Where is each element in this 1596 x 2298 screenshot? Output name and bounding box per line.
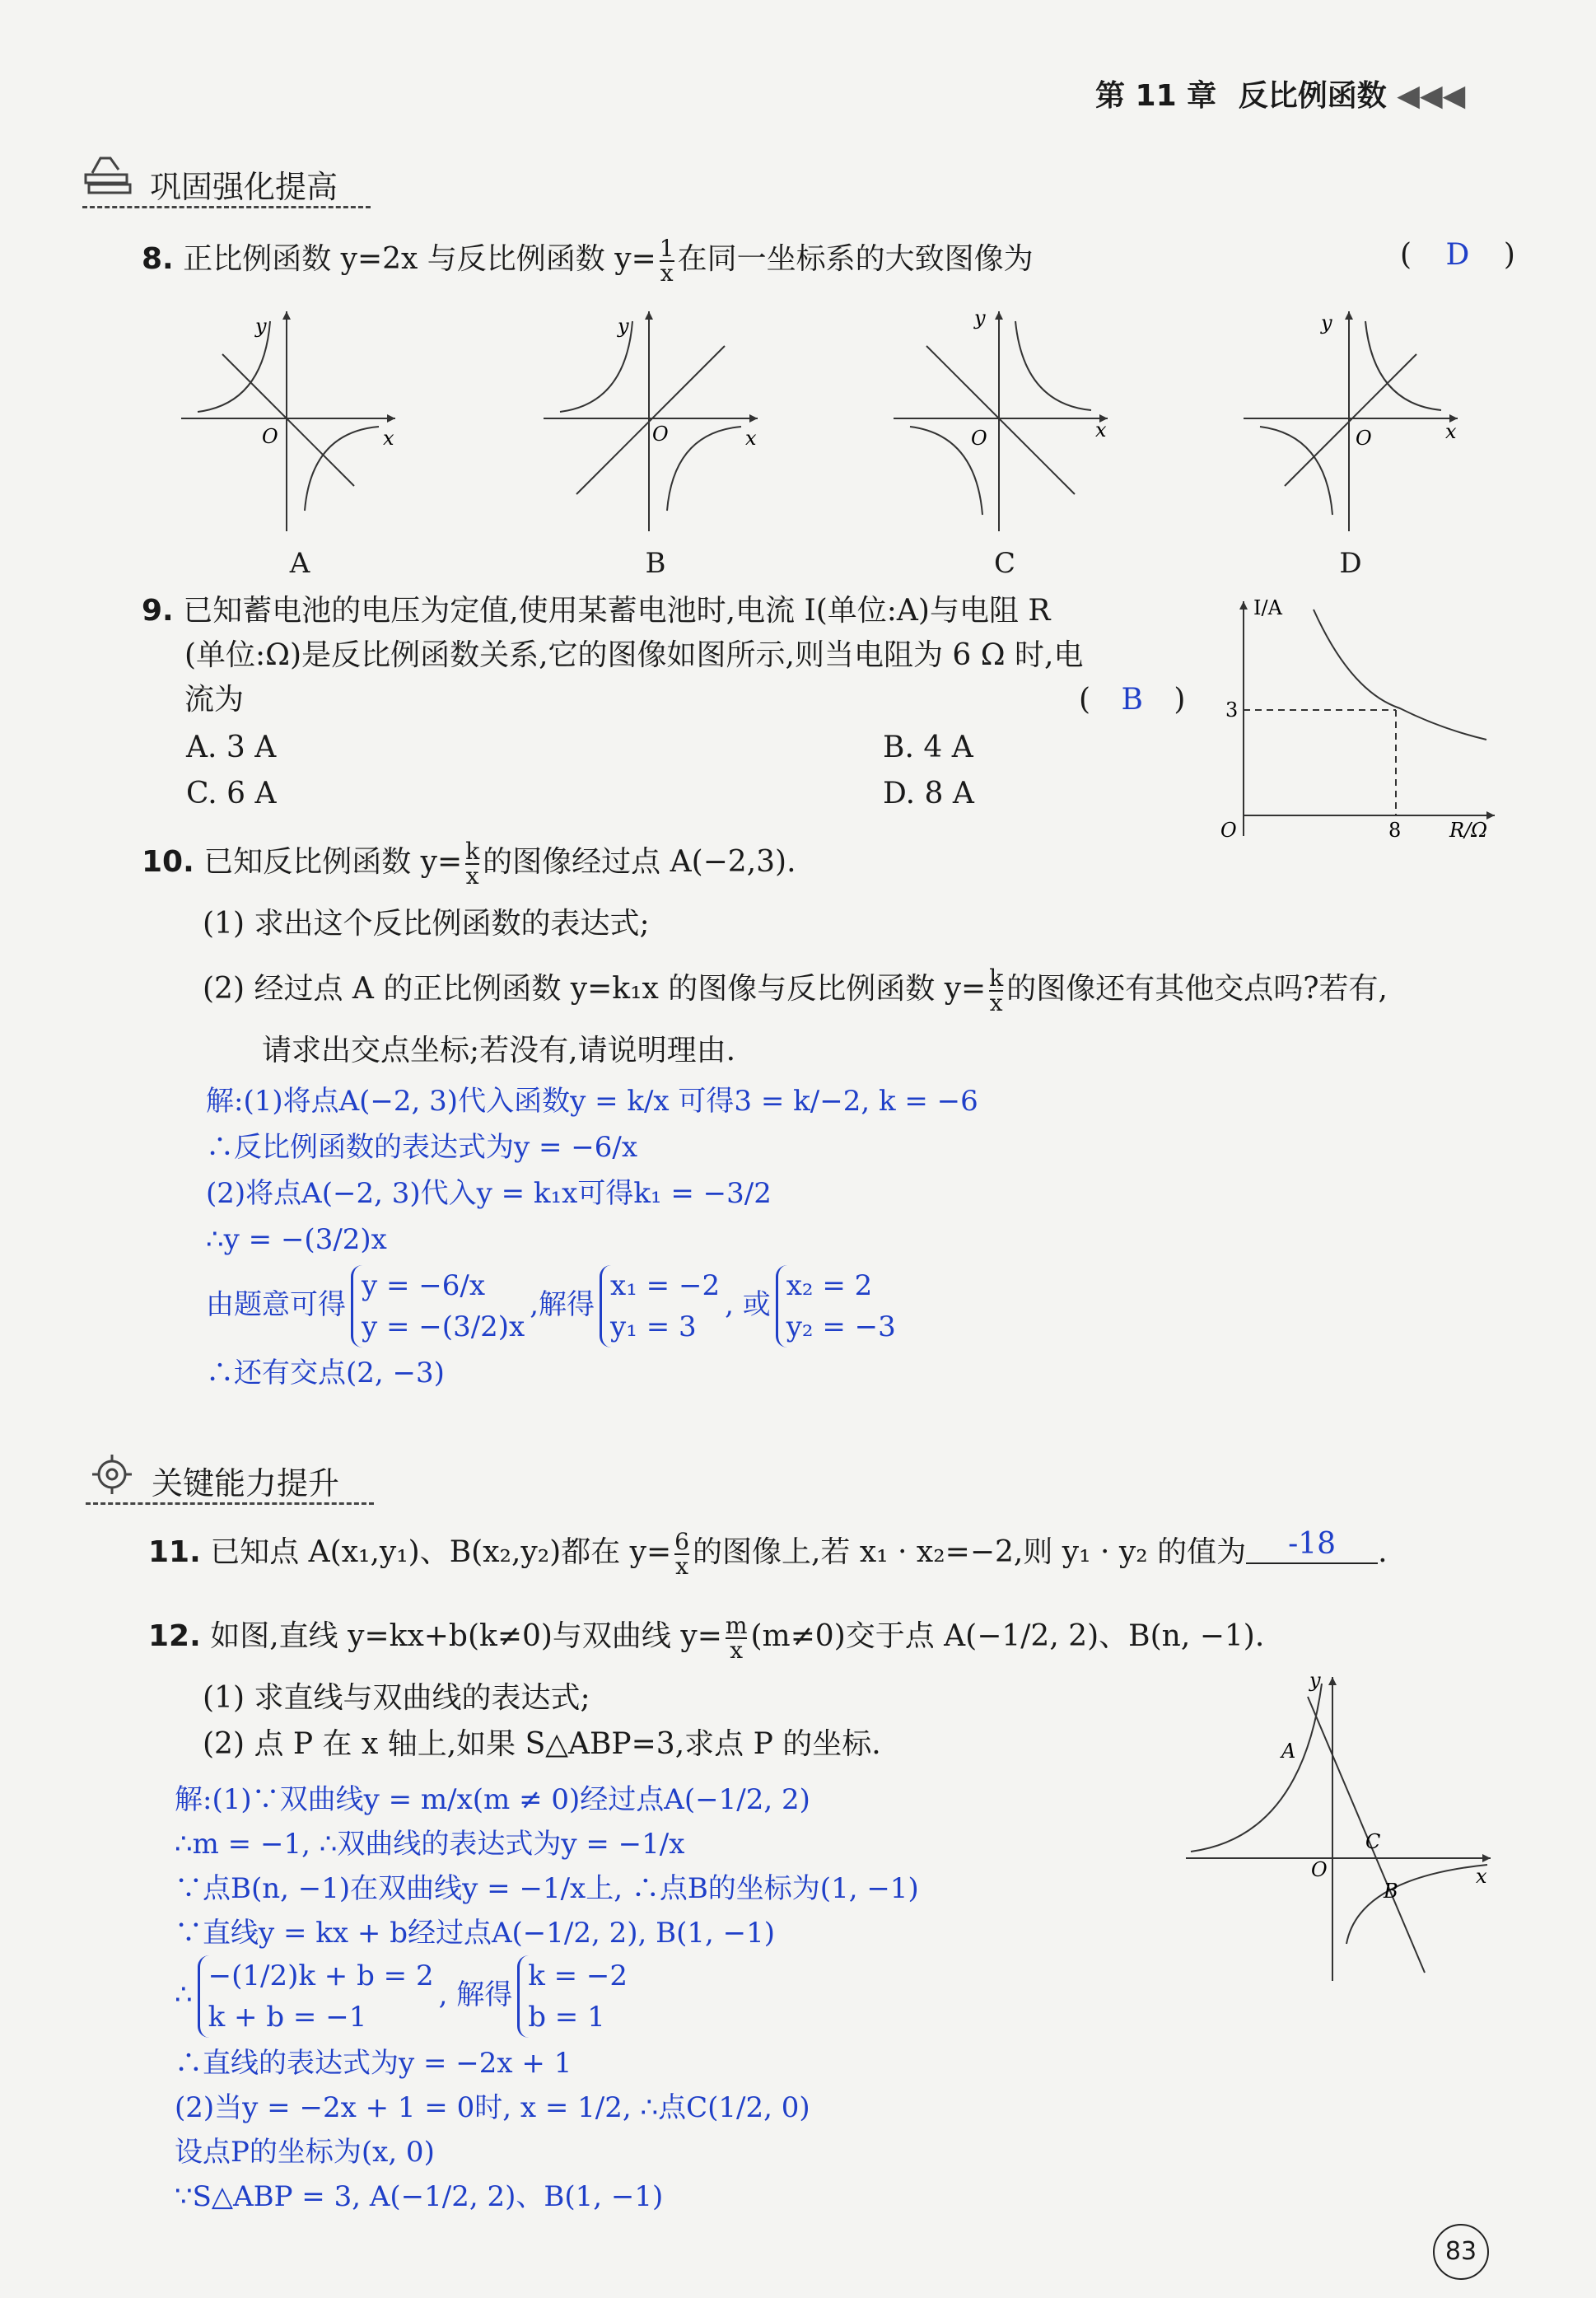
part2-text: (2) 经过点 A 的正比例函数 y=k₁x 的图像与反比例函数 y= — [203, 972, 987, 1006]
origin-label: O — [1356, 427, 1372, 450]
solution-12-line2: ∴m = −1, ∴双曲线的表达式为y = −1/x — [175, 1828, 685, 1861]
question-text: 正比例函数 y=2x 与反比例函数 y= — [183, 242, 656, 276]
axis-y-label: y — [1321, 311, 1332, 334]
q9-graph — [1202, 593, 1499, 840]
graph-y-label: y — [1309, 1672, 1321, 1692]
gear-person-icon — [84, 1450, 142, 1502]
question-10-part2 — [203, 967, 1388, 1015]
period: . — [1378, 1535, 1388, 1569]
equation: k = −2 — [528, 1959, 628, 1992]
solution-10-line1: 解:(1)将点A(−2, 3)代入函数y = k/x 可得3 = k/−2, k = −6 — [206, 1085, 978, 1118]
section-title-ability: 关键能力提升 — [152, 1465, 340, 1502]
origin-label: O — [262, 425, 278, 448]
solution-12-line1: 解:(1)∵双曲线y = m/x(m ≠ 0)经过点A(−1/2, 2) — [175, 1783, 810, 1816]
question-11 — [148, 1527, 1388, 1580]
origin-label: O — [971, 427, 987, 450]
equation: −(1/2)k + b = 2 — [208, 1959, 434, 1992]
question-10-part2-line2: 请求出交点坐标;若没有,请说明理由. — [262, 1034, 736, 1067]
numerator: 1 — [659, 235, 674, 262]
section-divider-2 — [86, 1502, 374, 1505]
section-icon-ability — [84, 1450, 142, 1506]
denominator: x — [465, 862, 479, 890]
option-9c: C. 6 A — [186, 777, 277, 810]
solution-system-2 — [776, 1265, 896, 1348]
equation-system — [351, 1265, 525, 1348]
q8-graph-a — [173, 305, 404, 535]
graph-origin: O — [1220, 819, 1237, 840]
point-a-label: A — [1281, 1740, 1296, 1763]
origin-label: O — [652, 423, 669, 446]
q8-graph-d — [1235, 305, 1466, 535]
axis-x-label: x — [745, 427, 757, 450]
question-9-line1 — [142, 593, 1051, 629]
equation: x₂ = 2 — [786, 1269, 873, 1302]
equation: b = 1 — [528, 2001, 605, 2034]
solution-system-1 — [600, 1265, 720, 1348]
system-therefore: ∴ — [175, 1978, 193, 2011]
numerator: k — [989, 965, 1004, 992]
option-label-d: D — [1339, 547, 1362, 580]
part2-text-tail: 的图像还有其他交点吗?若有, — [1006, 972, 1388, 1006]
axis-y-label: y — [255, 315, 267, 338]
question-9-line2: (单位:Ω)是反比例函数关系,它的图像如图所示,则当电阻为 6 Ω 时,电 — [184, 638, 1084, 672]
solution-system — [517, 1955, 628, 2038]
axis-y-label: y — [974, 306, 986, 329]
equation: y = −6/x — [362, 1269, 486, 1302]
option-9a: A. 3 A — [186, 731, 277, 764]
denominator: x — [726, 1637, 748, 1662]
graph-y-label: I/A — [1253, 596, 1282, 619]
equation: x₁ = −2 — [610, 1269, 721, 1302]
solution-12-line8: ∵S△ABP = 3, A(−1/2, 2)、B(1, −1) — [175, 2180, 664, 2213]
graph-origin: O — [1311, 1858, 1328, 1881]
solution-12-line6: (2)当y = −2x + 1 = 0时, x = 1/2, ∴点C(1/2, 0) — [175, 2091, 810, 2124]
equation-system — [198, 1955, 434, 2038]
question-12-part2: (2) 点 P 在 x 轴上,如果 S△ABP=3,求点 P 的坐标. — [203, 1727, 881, 1761]
chapter-title: 反比例函数 — [1238, 79, 1387, 113]
question-12-part1: (1) 求直线与双曲线的表达式; — [203, 1681, 590, 1715]
question-12 — [148, 1614, 1264, 1662]
option-label-c: C — [993, 547, 1015, 580]
denominator: x — [675, 1553, 688, 1580]
answer-8: D — [1445, 238, 1470, 272]
numerator: 6 — [674, 1528, 689, 1555]
solution-12-line4: ∵直线y = kx + b经过点A(−1/2, 2), B(1, −1) — [175, 1917, 775, 1950]
question-number: 12. — [148, 1619, 201, 1653]
equation: y = −(3/2)x — [362, 1310, 525, 1343]
fraction — [660, 237, 674, 285]
system-or: , 或 — [725, 1288, 771, 1321]
answer-blank — [1246, 1526, 1378, 1564]
option-label-b: B — [645, 547, 666, 580]
question-number: 11. — [148, 1535, 201, 1569]
denominator: x — [660, 259, 674, 287]
numerator: k — [465, 838, 480, 865]
point-b-label: B — [1384, 1880, 1398, 1903]
axis-x-label: x — [1445, 420, 1457, 443]
system-intro: 由题意可得 — [206, 1288, 346, 1321]
bracket-close: ) — [1174, 683, 1186, 717]
system-solve: , 解得 — [438, 1978, 513, 2011]
books-icon — [81, 153, 138, 203]
bracket-close: ) — [1503, 238, 1515, 272]
point-c-label: C — [1365, 1830, 1381, 1853]
fraction — [465, 840, 479, 888]
fraction — [989, 967, 1003, 1015]
solution-12-line3: ∵点B(n, −1)在双曲线y = −1/x上, ∴点B的坐标为(1, −1) — [175, 1872, 919, 1905]
option-label-a: A — [289, 547, 310, 580]
q8-graph-c — [885, 305, 1116, 535]
question-9-line3: 流为 — [184, 683, 245, 717]
question-text-tail: 在同一坐标系的大致图像为 — [677, 242, 1034, 276]
graph-x-label: x — [1476, 1865, 1487, 1888]
axis-y-label: y — [618, 315, 629, 338]
answer-bracket-9 — [1079, 682, 1185, 718]
system-solve: ,解得 — [530, 1288, 595, 1321]
solution-12-line7: 设点P的坐标为(x, 0) — [175, 2136, 435, 2169]
section-title-reinforce: 巩固强化提高 — [150, 169, 338, 205]
bracket-open: ( — [1400, 238, 1412, 272]
question-text: 如图,直线 y=kx+b(k≠0)与双曲线 y= — [210, 1619, 722, 1653]
page-number — [1433, 2224, 1489, 2280]
denominator: x — [989, 989, 1003, 1016]
section-divider-1 — [82, 206, 371, 208]
graph-x-label: R/Ω — [1449, 819, 1488, 840]
question-text-tail: (m≠0)交于点 A(−1/2, 2)、B(n, −1). — [750, 1619, 1265, 1653]
chapter-number: 第 11 章 — [1095, 79, 1217, 113]
question-text: 已知蓄电池的电压为定值,使用某蓄电池时,电流 I(单位:A)与电阻 R — [183, 594, 1051, 628]
fraction — [726, 1614, 748, 1662]
header-arrows: ◀◀◀ — [1397, 79, 1466, 113]
solution-12-line5: ∴直线的表达式为y = −2x + 1 — [175, 2047, 572, 2080]
graph-x-tick: 8 — [1388, 819, 1402, 840]
option-9d: D. 8 A — [883, 777, 974, 810]
question-text: 已知点 A(x₁,y₁)、B(x₂,y₂)都在 y= — [210, 1535, 672, 1569]
option-9b: B. 4 A — [883, 731, 973, 764]
question-10-part1: (1) 求出这个反比例函数的表达式; — [203, 907, 650, 941]
question-text-tail: 的图像上,若 x₁ · x₂=−2,则 y₁ · y₂ 的值为 — [692, 1535, 1247, 1569]
question-8 — [142, 237, 1034, 285]
graph-y-tick: 3 — [1225, 698, 1239, 722]
equation: y₂ = −3 — [786, 1310, 896, 1343]
answer-11: -18 — [1288, 1527, 1337, 1561]
page-header — [1095, 72, 1465, 114]
solution-10-line4: ∴y = −(3/2)x — [206, 1223, 387, 1256]
fraction — [674, 1530, 689, 1578]
question-text-tail: 的图像经过点 A(−2,3). — [483, 845, 796, 879]
solution-10-line5: ∴还有交点(2, −3) — [206, 1357, 445, 1390]
axis-x-label: x — [383, 427, 394, 450]
question-text: 已知反比例函数 y= — [203, 845, 463, 879]
equation: y₁ = 3 — [610, 1310, 697, 1343]
question-number: 10. — [142, 845, 194, 879]
q8-graph-b — [535, 305, 766, 535]
solution-12-system — [175, 1955, 632, 2038]
section-icon-reinforce — [81, 153, 138, 206]
bracket-open: ( — [1079, 683, 1091, 717]
solution-10-line2: ∴反比例函数的表达式为y = −6/x — [206, 1131, 638, 1164]
equation: k + b = −1 — [208, 2001, 367, 2034]
solution-10-system — [206, 1265, 901, 1348]
question-number: 9. — [142, 594, 174, 628]
question-number: 8. — [142, 242, 174, 276]
question-10 — [142, 840, 796, 888]
page-number-text: 83 — [1444, 2237, 1477, 2266]
q12-graph — [1186, 1672, 1499, 1985]
answer-9: B — [1121, 683, 1143, 717]
numerator: m — [725, 1612, 748, 1639]
answer-bracket-8 — [1400, 237, 1515, 273]
axis-x-label: x — [1095, 418, 1107, 441]
solution-10-line3: (2)将点A(−2, 3)代入y = k₁x可得k₁ = −3/2 — [206, 1177, 772, 1210]
